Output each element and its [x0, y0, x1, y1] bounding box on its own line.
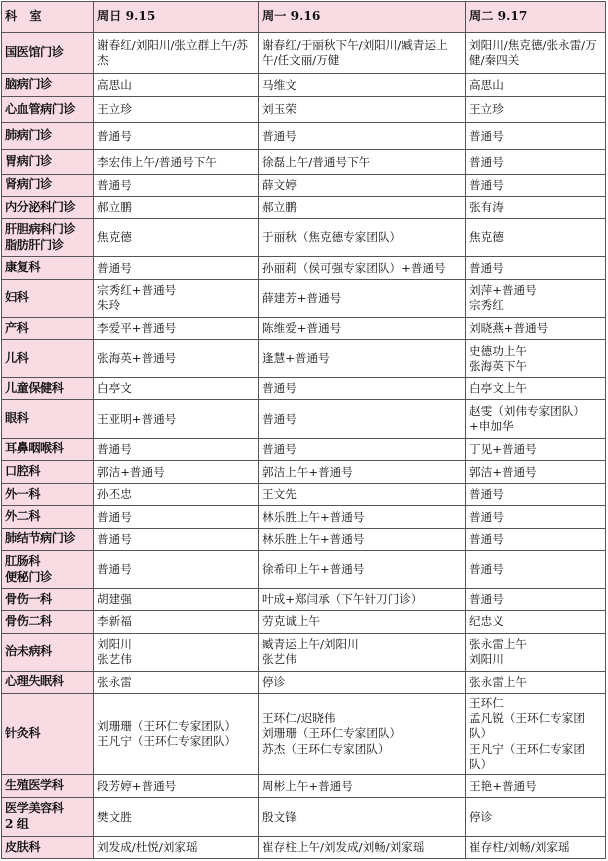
- tuesday-cell: 张永雷上午 刘阳川: [466, 633, 606, 671]
- monday-cell: 逢慧+普通号: [259, 340, 466, 378]
- table-row: [2, 694, 606, 775]
- department-cell: 医学美容科 2 组: [2, 798, 94, 837]
- table-row: [2, 74, 606, 97]
- table-row: [2, 257, 606, 279]
- tuesday-cell: 焦克德: [466, 219, 606, 257]
- tuesday-cell: 普通号: [466, 257, 606, 279]
- header-sunday: 周日 9.15: [94, 2, 259, 33]
- monday-cell: 臧青运上午/刘阳川 张艺伟: [259, 633, 466, 671]
- department-cell: 国医馆门诊: [2, 32, 94, 73]
- tuesday-cell: 普通号: [466, 150, 606, 174]
- table-row: [2, 340, 606, 378]
- monday-cell: 陈维爱+普通号: [259, 317, 466, 339]
- table-row: [2, 174, 606, 196]
- table-row: [2, 798, 606, 837]
- tuesday-cell: 普通号: [466, 174, 606, 196]
- sunday-cell: 李爱平+普通号: [94, 317, 259, 339]
- sunday-cell: 普通号: [94, 122, 259, 150]
- table-row: [2, 589, 606, 611]
- department-cell: 肺结节病门诊: [2, 528, 94, 550]
- tuesday-cell: 张有涛: [466, 197, 606, 219]
- tuesday-cell: 刘萍+普通号 宗秀红: [466, 279, 606, 317]
- table-row: [2, 97, 606, 122]
- tuesday-cell: 高思山: [466, 74, 606, 97]
- sunday-cell: 普通号: [94, 528, 259, 550]
- table-row: [2, 317, 606, 339]
- department-cell: 口腔科: [2, 460, 94, 483]
- department-cell: 妇科: [2, 279, 94, 317]
- tuesday-cell: 刘晓燕+普通号: [466, 317, 606, 339]
- monday-cell: 王文先: [259, 484, 466, 506]
- sunday-cell: 焦克德: [94, 219, 259, 257]
- tuesday-cell: 普通号: [466, 122, 606, 150]
- sunday-cell: 普通号: [94, 257, 259, 279]
- sunday-cell: 王亚明+普通号: [94, 400, 259, 438]
- clinic-schedule-table: [1, 1, 606, 859]
- monday-cell: 郝立鹏: [259, 197, 466, 219]
- table-row: [2, 378, 606, 400]
- sunday-cell: 刘阳川 张艺伟: [94, 633, 259, 671]
- department-cell: 心血管病门诊: [2, 97, 94, 122]
- sunday-cell: 普通号: [94, 174, 259, 196]
- sunday-cell: 普通号: [94, 506, 259, 528]
- tuesday-cell: 崔存柱/刘畅/刘家瑶: [466, 837, 606, 859]
- monday-cell: 孙丽莉（侯可强专家团队）+普通号: [259, 257, 466, 279]
- monday-cell: 徐希印上午+普通号: [259, 550, 466, 588]
- department-cell: 脑病门诊: [2, 74, 94, 97]
- department-cell: 产科: [2, 317, 94, 339]
- department-cell: 皮肤科: [2, 837, 94, 859]
- tuesday-cell: 郭洁+普通号: [466, 460, 606, 483]
- tuesday-cell: 普通号: [466, 550, 606, 588]
- sunday-cell: 刘发成/杜悦/刘家瑶: [94, 837, 259, 859]
- department-cell: 肺病门诊: [2, 122, 94, 150]
- sunday-cell: 胡建强: [94, 589, 259, 611]
- department-cell: 生殖医学科: [2, 774, 94, 797]
- department-cell: 肛肠科 便秘门诊: [2, 550, 94, 588]
- table-row: [2, 671, 606, 693]
- monday-cell: 薛文婷: [259, 174, 466, 196]
- sunday-cell: 郝立鹏: [94, 197, 259, 219]
- sunday-cell: 普通号: [94, 550, 259, 588]
- monday-cell: 王环仁/迟晓伟 刘珊珊（王环仁专家团队） 苏杰（王环仁专家团队）: [259, 694, 466, 775]
- sunday-cell: 谢春红/刘阳川/张立群上午/苏杰: [94, 32, 259, 73]
- header-tuesday: 周二 9.17: [466, 2, 606, 33]
- table-row: [2, 774, 606, 797]
- department-cell: 外二科: [2, 506, 94, 528]
- tuesday-cell: 王艳+普通号: [466, 774, 606, 797]
- monday-cell: 郭洁上午+普通号: [259, 460, 466, 483]
- department-cell: 肾病门诊: [2, 174, 94, 196]
- table-row: [2, 150, 606, 174]
- monday-cell: 劳克诚上午: [259, 611, 466, 633]
- monday-cell: 崔存柱上午/刘发成/刘畅/刘家瑶: [259, 837, 466, 859]
- department-cell: 儿科: [2, 340, 94, 378]
- table-row: [2, 197, 606, 219]
- department-cell: 外一科: [2, 484, 94, 506]
- sunday-cell: 郭洁+普通号: [94, 460, 259, 483]
- monday-cell: 普通号: [259, 400, 466, 438]
- monday-cell: 林乐胜上午+普通号: [259, 528, 466, 550]
- department-cell: 针灸科: [2, 694, 94, 775]
- monday-cell: 徐磊上午/普通号下午: [259, 150, 466, 174]
- tuesday-cell: 普通号: [466, 589, 606, 611]
- department-cell: 康复科: [2, 257, 94, 279]
- monday-cell: 周彬上午+普通号: [259, 774, 466, 797]
- monday-cell: 普通号: [259, 378, 466, 400]
- table-row: [2, 32, 606, 73]
- table-row: [2, 484, 606, 506]
- tuesday-cell: 刘阳川/焦克德/张永雷/万健/秦四关: [466, 32, 606, 73]
- table-row: [2, 438, 606, 460]
- sunday-cell: 张海英+普通号: [94, 340, 259, 378]
- tuesday-cell: 丁见+普通号: [466, 438, 606, 460]
- tuesday-cell: 纪忠义: [466, 611, 606, 633]
- header-dept: 科 室: [2, 2, 94, 33]
- department-cell: 内分泌科门诊: [2, 197, 94, 219]
- monday-cell: 叶成+郑闫承（下午针刀门诊）: [259, 589, 466, 611]
- department-cell: 心理失眠科: [2, 671, 94, 693]
- sunday-cell: 普通号: [94, 438, 259, 460]
- table-row: [2, 400, 606, 438]
- tuesday-cell: 普通号: [466, 528, 606, 550]
- department-cell: 骨伤一科: [2, 589, 94, 611]
- monday-cell: 薛建芳+普通号: [259, 279, 466, 317]
- header-monday: 周一 9.16: [259, 2, 466, 33]
- sunday-cell: 宗秀红+普通号 朱玲: [94, 279, 259, 317]
- monday-cell: 普通号: [259, 438, 466, 460]
- department-cell: 骨伤二科: [2, 611, 94, 633]
- tuesday-cell: 王立珍: [466, 97, 606, 122]
- sunday-cell: 李新福: [94, 611, 259, 633]
- department-cell: 眼科: [2, 400, 94, 438]
- tuesday-cell: 普通号: [466, 506, 606, 528]
- tuesday-cell: 史德功上午 张海英下午: [466, 340, 606, 378]
- sunday-cell: 樊文胜: [94, 798, 259, 837]
- sunday-cell: 刘珊珊（王环仁专家团队） 王凡宁（王环仁专家团队）: [94, 694, 259, 775]
- department-cell: 儿童保健科: [2, 378, 94, 400]
- monday-cell: 普通号: [259, 122, 466, 150]
- monday-cell: 停诊: [259, 671, 466, 693]
- tuesday-cell: 王环仁 孟凡锐（王环仁专家团队） 王凡宁（王环仁专家团队）: [466, 694, 606, 775]
- sunday-cell: 段芳婷+普通号: [94, 774, 259, 797]
- monday-cell: 谢春红/于丽秋下午/刘阳川/臧青运上午/任文丽/万健: [259, 32, 466, 73]
- monday-cell: 林乐胜上午+普通号: [259, 506, 466, 528]
- tuesday-cell: 赵雯（刘伟专家团队）+申加华: [466, 400, 606, 438]
- table-header-row: [2, 2, 606, 33]
- table-row: [2, 611, 606, 633]
- sunday-cell: 高思山: [94, 74, 259, 97]
- department-cell: 胃病门诊: [2, 150, 94, 174]
- table-row: [2, 633, 606, 671]
- department-cell: 肝胆病科门诊 脂肪肝门诊: [2, 219, 94, 257]
- monday-cell: 殷文锋: [259, 798, 466, 837]
- tuesday-cell: 停诊: [466, 798, 606, 837]
- sunday-cell: 白亭文: [94, 378, 259, 400]
- table-row: [2, 550, 606, 588]
- table-row: [2, 837, 606, 859]
- monday-cell: 马维文: [259, 74, 466, 97]
- monday-cell: 于丽秋（焦克德专家团队）: [259, 219, 466, 257]
- sunday-cell: 孙丕忠: [94, 484, 259, 506]
- tuesday-cell: 白亭文上午: [466, 378, 606, 400]
- table-row: [2, 219, 606, 257]
- table-row: [2, 528, 606, 550]
- table-row: [2, 279, 606, 317]
- table-row: [2, 122, 606, 150]
- monday-cell: 刘玉荣: [259, 97, 466, 122]
- tuesday-cell: 普通号: [466, 484, 606, 506]
- sunday-cell: 王立珍: [94, 97, 259, 122]
- table-row: [2, 460, 606, 483]
- sunday-cell: 张永雷: [94, 671, 259, 693]
- table-row: [2, 506, 606, 528]
- sunday-cell: 李宏伟上午/普通号下午: [94, 150, 259, 174]
- tuesday-cell: 张永雷上午: [466, 671, 606, 693]
- department-cell: 治未病科: [2, 633, 94, 671]
- department-cell: 耳鼻咽喉科: [2, 438, 94, 460]
